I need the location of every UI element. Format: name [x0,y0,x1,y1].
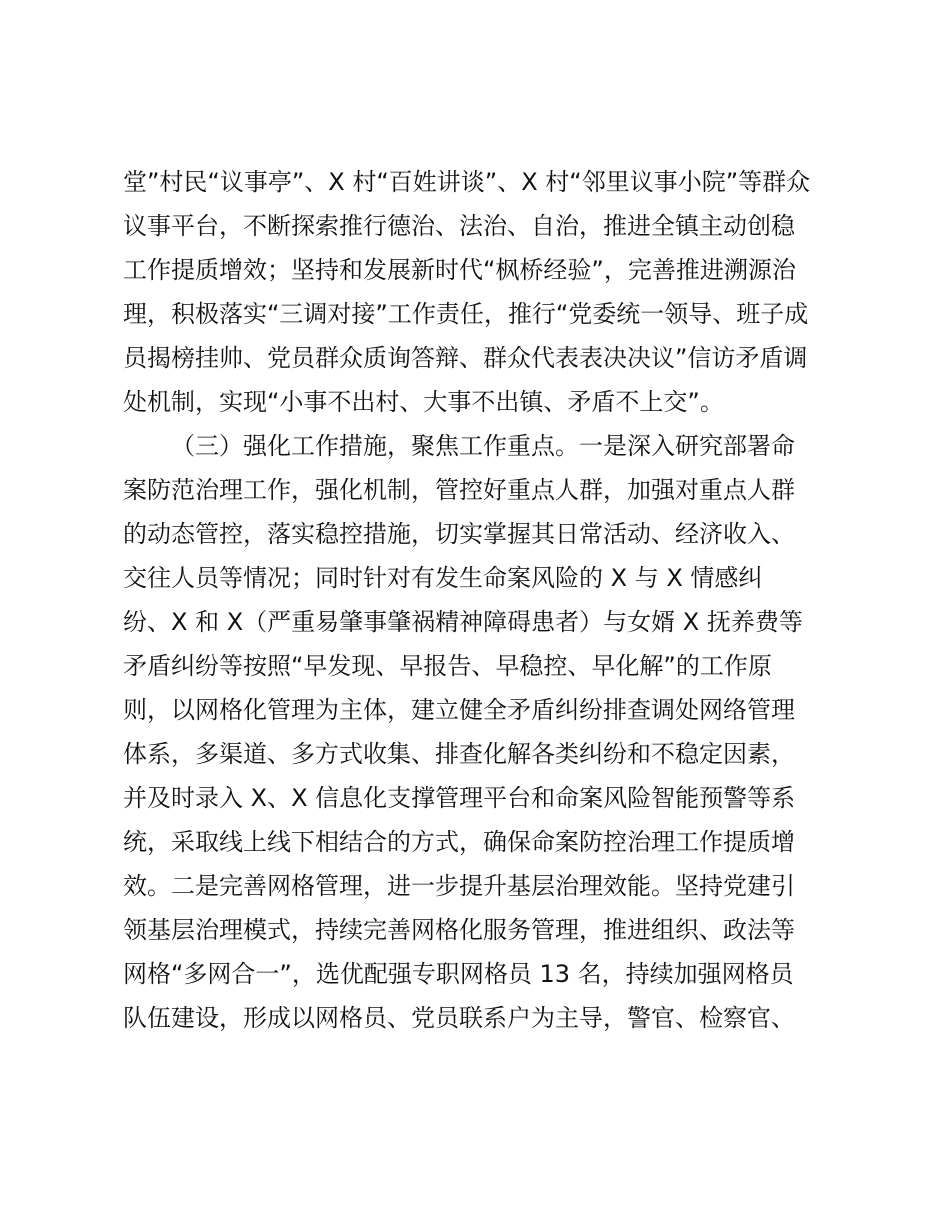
text-line: 体系，多渠道、多方式收集、排查化解各类纠纷和不稳定因素， [123,740,795,768]
text-line: 理，积极落实“三调对接”工作责任，推行“党委统一领导、班子成 [123,300,809,328]
text-line: 效。二是完善网格管理，进一步提升基层治理效能。坚持党建引 [123,872,795,900]
text-line: 领基层治理模式，持续完善网格化服务管理，推进组织、政法等 [123,916,795,944]
text-line: 交往人员等情况；同时针对有发生命案风险的 X 与 X 情感纠 [123,564,763,592]
text-line: 统，采取线上线下相结合的方式，确保命案防控治理工作提质增 [123,828,795,856]
text-line: 网格“多网合一”，选优配强专职网格员 13 名，持续加强网格员 [123,960,794,988]
text-line: 纷、X 和 X（严重易肇事肇祸精神障碍患者）与女婿 X 抚养费等 [123,608,803,636]
text-line: 处机制，实现“小事不出村、大事不出镇、矛盾不上交”。 [123,388,724,416]
text-line: 工作提质增效；坚持和发展新时代“枫桥经验”，完善推进溯源治 [123,256,796,284]
text-line: 堂”村民“议事亭”、X 村“百姓讲谈”、X 村“邻里议事小院”等群众 [123,168,811,196]
text-line: 并及时录入 X、X 信息化支撑管理平台和命案风险智能预警等系 [123,784,796,812]
text-line: 队伍建设，形成以网格员、党员联系户为主导，警官、检察官、 [123,1004,795,1032]
text-line: 案防范治理工作，强化机制，管控好重点人群，加强对重点人群 [123,476,795,504]
paragraph-start-line: （三）强化工作措施，聚焦工作重点。一是深入研究部署命 [171,432,795,460]
text-line: 议事平台，不断探索推行德治、法治、自治，推进全镇主动创稳 [123,212,795,240]
text-line: 则，以网格化管理为主体，建立健全矛盾纠纷排查调处网络管理 [123,696,795,724]
text-line: 员揭榜挂帅、党员群众质询答辩、群众代表表决决议”信访矛盾调 [123,344,808,372]
text-line: 的动态管控，落实稳控措施，切实掌握其日常活动、经济收入、 [123,520,795,548]
text-line: 矛盾纠纷等按照“早发现、早报告、早稳控、早化解”的工作原 [123,652,772,680]
